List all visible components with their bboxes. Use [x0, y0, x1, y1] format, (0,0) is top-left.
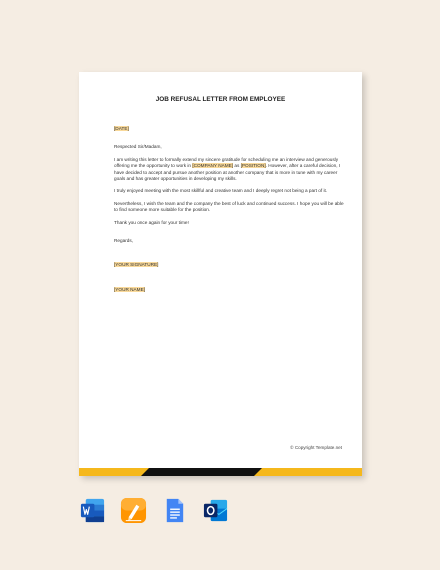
paragraph-2: I truly enjoyed meeting with the most skillful and creative team and I deeply regret not being a part of it. [114, 188, 328, 194]
salutation: Respected Sir/Madam, [114, 144, 162, 150]
company-name-placeholder: [COMPANY NAME] [192, 163, 234, 169]
position-placeholder: [POSITION] [240, 163, 266, 169]
name-placeholder: [YOUR NAME] [114, 286, 145, 292]
copyright-text: © Copyright Template.net [290, 445, 342, 450]
letter-document [79, 72, 362, 476]
closing: Regards, [114, 238, 134, 244]
google-docs-icon[interactable] [161, 497, 188, 524]
footer-black-stripe [141, 468, 262, 476]
paragraph-4: Thank you once again for your time! [114, 219, 189, 225]
paragraph-3: Nevertheless, I wish the team and the company the best of luck and continued success. I hope you will be able to find someone more suitable for the position. [114, 200, 344, 213]
microsoft-outlook-icon[interactable] [202, 497, 229, 524]
microsoft-word-icon[interactable] [79, 497, 106, 524]
date-placeholder: [DATE] [114, 126, 129, 131]
letter-title: JOB REFUSAL LETTER FROM EMPLOYEE [155, 96, 286, 103]
app-icon-row [79, 497, 229, 527]
footer-decoration [79, 466, 362, 476]
letter-body [114, 126, 346, 299]
signature-placeholder: [YOUR SIGNATURE] [114, 262, 159, 268]
paragraph-1: I am writing this letter to formally extend my sincere gratitude for scheduling me an interview and generously offering me the opportunity to work in [COMPANY NAME] as [POSITION]. However, after a careful decision, I have decided to accept and pursue another position at another company that is more in tune with my career goals and has greater opportunities in developing my skills. [114, 156, 341, 182]
apple-pages-icon[interactable] [120, 497, 147, 524]
